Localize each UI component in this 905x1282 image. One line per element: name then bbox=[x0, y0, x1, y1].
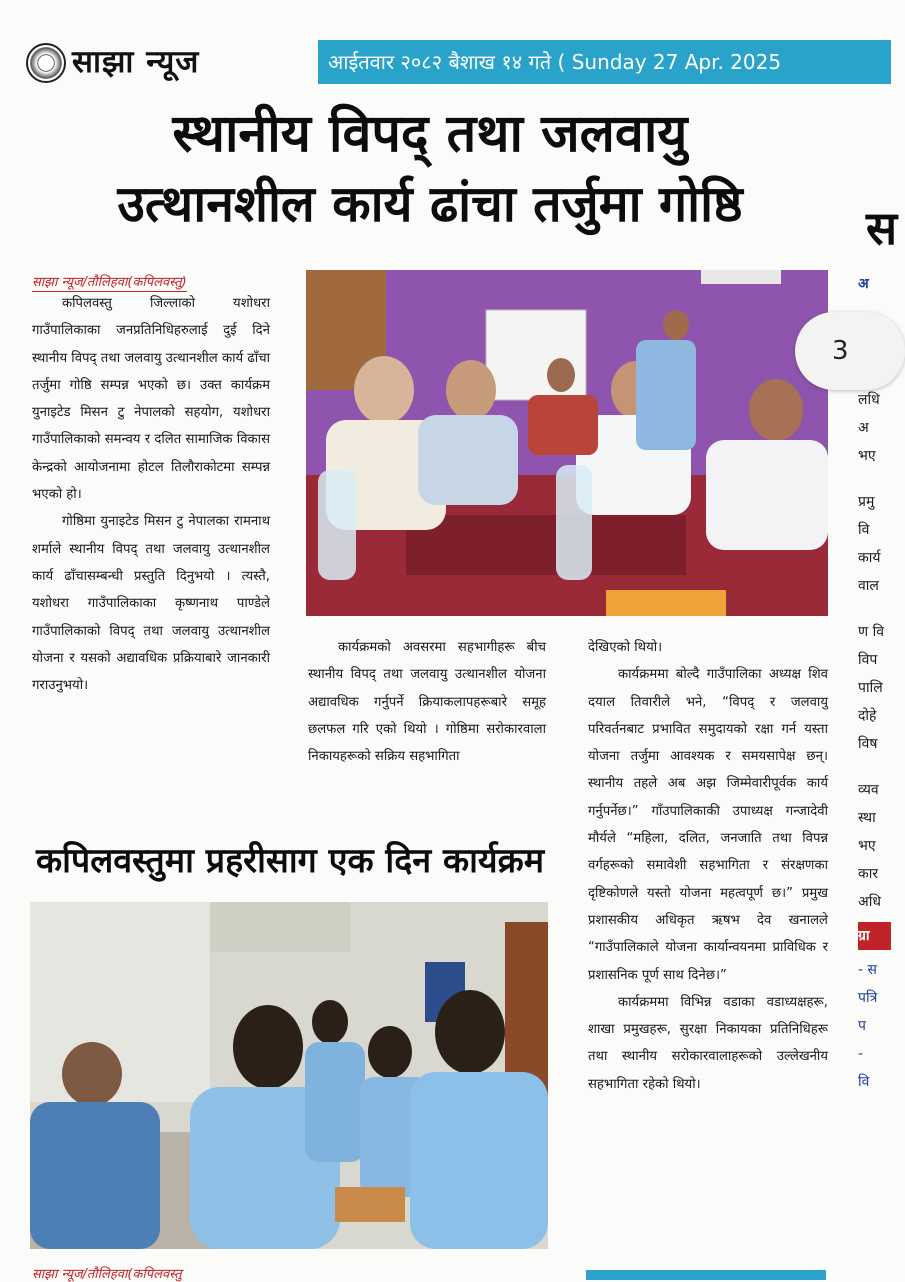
fragment: - bbox=[858, 1046, 864, 1062]
paragraph: कार्यक्रममा विभिन्न वडाका वडाध्यक्षहरू, शाखा प्रमुखहरू, सुरक्षा निकायका प्रतिनिधिहरू तथा स्थानीय सरोकारवालाहरूको उल्लेखनीय सहभागिता रहेको थियो। bbox=[588, 994, 828, 1092]
next-column-headline-fragment: स bbox=[866, 201, 898, 255]
page-number-badge[interactable]: 3 bbox=[795, 312, 905, 390]
article-headline-line-2: उत्थानशील कार्य ढांचा तर्जुमा गोष्ठि bbox=[117, 175, 743, 233]
fragment: प bbox=[858, 1018, 866, 1034]
fragment: स्था bbox=[858, 810, 876, 826]
article-column-2 bbox=[308, 634, 546, 770]
paragraph: कपिलवस्तु जिल्लाको यशोधरा गाउँपालिकाका जनप्रतिनिधिहरुलाई दुई दिने स्थानीय विपद् तथा जलवायु उत्थानशील कार्य ढाँचा तर्जुमा गोष्ठि सम्पन्न भएको छ। उक्त कार्यक्रम युनाइटेड मिसन टु नेपालको सहयोग, यशोधरा गाउँपालिकाको समन्वय र दलित सामाजिक विकास केन्द्रको आयोजनामा होटल तिलौराकोटमा सम्पन्न भएको हो। bbox=[32, 296, 270, 503]
fragment: लधि bbox=[858, 392, 880, 408]
fragment: पालि bbox=[858, 680, 883, 696]
fragment: वि bbox=[858, 1074, 870, 1090]
masthead-date-bar: आईतवार २०८२ बैशाख १४ गते ( Sunday 27 Apr. 2025 bbox=[318, 40, 891, 84]
fragment: - स bbox=[858, 962, 877, 978]
article-column-3 bbox=[588, 634, 828, 1098]
fragment: कार्य bbox=[858, 550, 881, 566]
police-students-photo bbox=[30, 902, 548, 1249]
paragraph: गोष्ठिमा युनाइटेड मिसन टु नेपालका रामनाथ शर्माले स्थानीय विपद् तथा जलवायु उत्थानशील कार्य ढाँचासम्बन्धी प्रस्तुति दिनुभयो । त्यस्तै, यशोधरा गाउँपालिकाका कृष्णनाथ पाण्डेले गाउँपालिकाको विपद् तथा जलवायु उत्थानशील योजना र यसको अद्यावधिक प्रक्रियाबारे जानकारी गराउनुभयो। bbox=[32, 514, 270, 694]
fragment: अ bbox=[858, 420, 869, 436]
article-column-1 bbox=[32, 290, 270, 699]
article-2-headline: कपिलवस्तुमा प्रहरीसाग एक दिन कार्यक्रम bbox=[36, 841, 545, 881]
masthead-logo: साझा न्यूज bbox=[72, 44, 200, 80]
footer-accent-bar bbox=[586, 1270, 826, 1280]
fragment: ण वि bbox=[858, 624, 884, 640]
fragment: विष bbox=[858, 736, 878, 752]
article-2-byline: साझा न्यूज/तौलिहवा(कपिलवस्तु bbox=[32, 1267, 182, 1282]
paragraph: कार्यक्रमको अवसरमा सहभागीहरू बीच स्थानीय विपद् तथा जलवायु उत्थानशील योजना अद्यावधिक गर्नुपर्ने क्रियाकलापहरूबारे समूह छलफल गरि एको थियो । गोष्ठिमा सरोकारवाला निकायहरूको सक्रिय सहभागिता bbox=[308, 640, 546, 765]
article-byline: साझा न्यूज/तौलिहवा(कपिलवस्तु) bbox=[32, 272, 187, 292]
fragment: कार bbox=[858, 866, 879, 882]
article-headline-line-1: स्थानीय विपद् तथा जलवायु bbox=[172, 104, 688, 164]
next-column-text-fragments bbox=[858, 270, 891, 1280]
fragment: व्यव bbox=[858, 782, 879, 798]
fragment: ग्रा bbox=[858, 922, 891, 950]
meeting-photo bbox=[306, 270, 828, 616]
fragment: विप bbox=[858, 652, 878, 668]
fragment: अ bbox=[858, 276, 869, 292]
paragraph: कार्यक्रममा बोल्दै गाउँपालिका अध्यक्ष शिव दयाल तिवारीले भने, “विपद् र जलवायु परिवर्तनबाट प्रभावित समुदायको रक्षा गर्न यस्ता योजना तर्जुमा आवश्यक र समयसापेक्ष छन्। स्थानीय तहले अब अझ जिम्मेवारीपूर्वक कार्य गर्नुपर्नेछ।” गाँउपालिकाकी उपाध्यक्ष गन्जादेवी मौर्यले “महिला, दलित, जनजाति तथा विपन्न वर्गहरूको समावेशी सहभागिता र संरक्षणका दृष्टिकोणले यस्तो योजना महत्वपूर्ण छ।” प्रमुख प्रशासकीय अधिकृत ऋषभ देव खनालले “गाउँपालिकाले योजना कार्यान्वयनमा प्राविधिक र प्रशासनिक पूर्ण साथ दिनेछ।” bbox=[588, 667, 828, 983]
fragment: अधि bbox=[858, 894, 881, 910]
fragment: पत्रि bbox=[858, 990, 878, 1006]
paragraph: देखिएको थियो। bbox=[588, 640, 663, 655]
fragment: दोहे bbox=[858, 708, 877, 724]
fragment: भए bbox=[858, 838, 876, 854]
fragment: भए bbox=[858, 448, 876, 464]
fragment: वि bbox=[858, 522, 870, 538]
fragment: वाल bbox=[858, 578, 879, 594]
fragment: प्रमु bbox=[858, 494, 875, 510]
logo-emblem-icon bbox=[26, 43, 66, 83]
